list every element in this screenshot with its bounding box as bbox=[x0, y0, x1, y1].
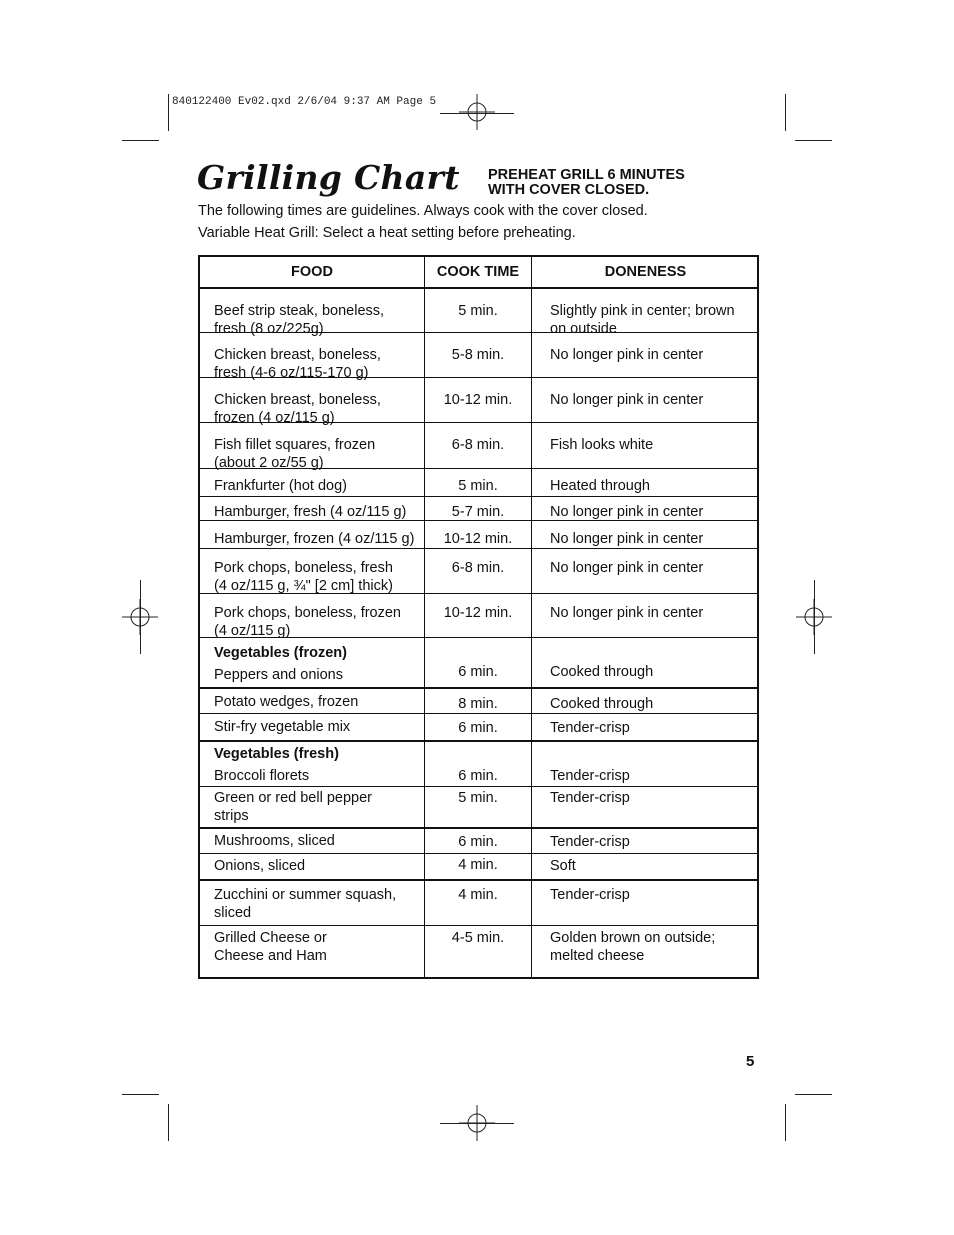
food-name: Chicken breast, boneless, bbox=[214, 392, 381, 408]
table-row bbox=[200, 827, 757, 853]
cook-time: 4 min. bbox=[458, 857, 498, 873]
doneness: Tender-crisp bbox=[550, 834, 630, 850]
cook-time: 10-12 min. bbox=[443, 392, 513, 408]
food-name: Vegetables (frozen) bbox=[214, 645, 347, 661]
food-name: Pork chops, boneless, frozen bbox=[214, 605, 401, 621]
food-name: Potato wedges, frozen bbox=[214, 694, 359, 710]
doneness: Cooked through bbox=[550, 696, 654, 712]
doneness: Soft bbox=[550, 858, 576, 874]
registration-mark-icon bbox=[459, 94, 495, 130]
grilling-table bbox=[198, 255, 759, 979]
preheat-line: PREHEAT GRILL 6 MINUTES bbox=[488, 167, 685, 183]
table-row bbox=[200, 520, 757, 548]
preheat-note bbox=[488, 168, 685, 198]
food-name: Beef strip steak, boneless, bbox=[214, 303, 385, 319]
cook-time: 5-8 min. bbox=[451, 347, 505, 363]
doneness: Slightly pink in center; brown bbox=[550, 303, 735, 319]
cook-time: 6 min. bbox=[458, 834, 498, 850]
header-cook-time: COOK TIME bbox=[436, 264, 520, 280]
doneness: Cooked through bbox=[550, 664, 654, 680]
cook-time: 6-8 min. bbox=[451, 437, 505, 453]
crop-mark bbox=[122, 140, 159, 141]
cook-time: 4-5 min. bbox=[451, 930, 505, 946]
cook-time: 5 min. bbox=[458, 790, 498, 806]
crop-mark bbox=[795, 1094, 832, 1095]
food-name: Hamburger, frozen (4 oz/115 g) bbox=[214, 531, 415, 547]
food-detail: fresh (8 oz/225g) bbox=[214, 321, 324, 337]
crop-mark bbox=[795, 140, 832, 141]
crop-mark bbox=[785, 1104, 786, 1141]
food-detail: (4 oz/115 g, ¾" [2 cm] thick) bbox=[214, 578, 393, 594]
cook-time: 10-12 min. bbox=[443, 531, 513, 547]
cook-time: 5 min. bbox=[458, 303, 498, 319]
food-detail: sliced bbox=[214, 905, 252, 921]
food-name: Mushrooms, sliced bbox=[214, 833, 335, 849]
cook-time: 6 min. bbox=[458, 720, 498, 736]
doneness: No longer pink in center bbox=[550, 504, 704, 520]
intro-text: Variable Heat Grill: Select a heat setting before preheating. bbox=[198, 225, 576, 241]
crop-mark bbox=[168, 1104, 169, 1141]
doneness-detail: on outside bbox=[550, 321, 617, 337]
table-row bbox=[200, 496, 757, 520]
page-number: 5 bbox=[746, 1053, 755, 1070]
table-row bbox=[200, 925, 757, 977]
food-detail: frozen (4 oz/115 g) bbox=[214, 410, 335, 426]
table-row bbox=[200, 853, 757, 879]
doneness-detail: melted cheese bbox=[550, 948, 645, 964]
food-name: Grilled Cheese or bbox=[214, 930, 327, 946]
cook-time: 10-12 min. bbox=[443, 605, 513, 621]
food-name: Green or red bell pepper bbox=[214, 790, 372, 806]
table-row bbox=[200, 687, 757, 713]
table-row bbox=[200, 548, 757, 593]
food-detail: strips bbox=[214, 808, 249, 824]
table-row bbox=[200, 422, 757, 471]
crop-mark bbox=[168, 94, 169, 131]
file-slug: 840122400 Ev02.qxd 2/6/04 9:37 AM Page 5 bbox=[172, 96, 437, 108]
food-detail: fresh (4-6 oz/115-170 g) bbox=[214, 365, 369, 381]
cook-time: 4 min. bbox=[458, 887, 498, 903]
table-header-row bbox=[200, 257, 757, 287]
doneness: No longer pink in center bbox=[550, 392, 704, 408]
registration-line bbox=[140, 580, 141, 654]
food-detail: (about 2 oz/55 g) bbox=[214, 455, 324, 471]
doneness: Tender-crisp bbox=[550, 887, 630, 903]
intro-text: The following times are guidelines. Always cook with the cover closed. bbox=[198, 203, 648, 219]
doneness: No longer pink in center bbox=[550, 531, 704, 547]
cook-time: 6 min. bbox=[458, 664, 498, 680]
food-name: Zucchini or summer squash, bbox=[214, 887, 397, 903]
registration-line bbox=[440, 1123, 514, 1124]
food-detail: (4 oz/115 g) bbox=[214, 623, 291, 639]
table-row bbox=[200, 879, 757, 925]
cook-time: 5 min. bbox=[458, 478, 498, 494]
table-row bbox=[200, 287, 757, 337]
page-title: Grilling Chart bbox=[197, 158, 460, 197]
cook-time: 6-8 min. bbox=[451, 560, 505, 576]
doneness: Tender-crisp bbox=[550, 790, 630, 806]
doneness: No longer pink in center bbox=[550, 605, 704, 621]
header-food: FOOD bbox=[291, 264, 333, 280]
crop-mark bbox=[122, 1094, 159, 1095]
food-name: Hamburger, fresh (4 oz/115 g) bbox=[214, 504, 407, 520]
doneness: Fish looks white bbox=[550, 437, 654, 453]
doneness: Golden brown on outside; bbox=[550, 930, 716, 946]
doneness: No longer pink in center bbox=[550, 560, 704, 576]
table-row bbox=[200, 332, 757, 381]
table-row bbox=[200, 593, 757, 637]
cook-time: 8 min. bbox=[458, 696, 498, 712]
doneness: Tender-crisp bbox=[550, 768, 630, 784]
food-name: Frankfurter (hot dog) bbox=[214, 478, 347, 494]
preheat-line: WITH COVER CLOSED. bbox=[488, 182, 650, 198]
food-detail: Peppers and onions bbox=[214, 667, 343, 683]
doneness: No longer pink in center bbox=[550, 347, 704, 363]
table-row bbox=[200, 740, 757, 786]
doneness: Tender-crisp bbox=[550, 720, 630, 736]
food-name: Stir-fry vegetable mix bbox=[214, 719, 351, 735]
food-name: Vegetables (fresh) bbox=[214, 746, 339, 762]
food-name: Onions, sliced bbox=[214, 858, 306, 874]
registration-line bbox=[814, 580, 815, 654]
table-row bbox=[200, 637, 757, 687]
food-detail: Broccoli florets bbox=[214, 768, 310, 784]
registration-line bbox=[440, 113, 514, 114]
table-row bbox=[200, 377, 757, 426]
doneness: Heated through bbox=[550, 478, 650, 494]
cook-time: 5-7 min. bbox=[451, 504, 505, 520]
cook-time: 6 min. bbox=[458, 768, 498, 784]
table-row bbox=[200, 786, 757, 827]
table-row bbox=[200, 468, 757, 496]
crop-mark bbox=[785, 94, 786, 131]
food-name: Chicken breast, boneless, bbox=[214, 347, 381, 363]
food-detail: Cheese and Ham bbox=[214, 948, 327, 964]
food-name: Fish fillet squares, frozen bbox=[214, 437, 376, 453]
header-doneness: DONENESS bbox=[604, 264, 687, 280]
table-row bbox=[200, 713, 757, 740]
food-name: Pork chops, boneless, fresh bbox=[214, 560, 393, 576]
